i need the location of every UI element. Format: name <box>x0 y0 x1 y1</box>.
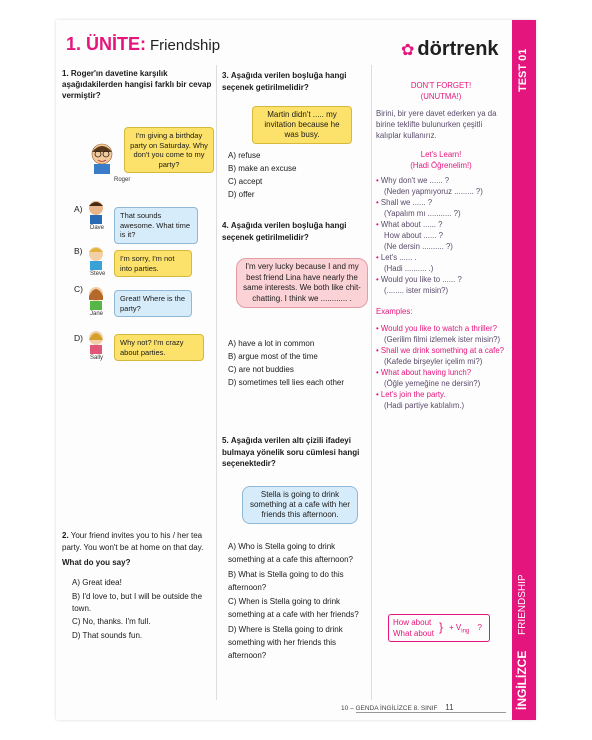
formula-box: How about What about } + $V_{ing}$ ? <box>388 614 490 642</box>
question-5-text: Aşağıda verilen altı çizili ifadeyi bulmaya yönelik soru cümlesi hangi seçenektedir? <box>222 436 360 468</box>
column-divider <box>216 65 217 700</box>
question-1: 1. Roger'ın davetine karşılık aşağıdakilerden hangisi farklı bir cevap vermiştir? <box>62 69 212 100</box>
option-c[interactable]: C) are not buddies <box>228 365 294 374</box>
option-letter: A) <box>74 204 83 214</box>
footer-text: 10 – GENDA İNGİLİZCE 8. SINIF <box>341 705 438 712</box>
roger-speech-bubble: I'm giving a birthday party on Saturday. Why don't you come to my party? <box>124 127 214 173</box>
question-3-bubble: Martin didn't ..... my invitation because he was busy. <box>252 106 352 144</box>
option-a-bubble[interactable]: That sounds awesome. What time is it? <box>114 207 198 244</box>
footer <box>341 703 454 712</box>
notes-subheading: (UNUTMA!) <box>420 92 462 101</box>
question-4-options <box>228 338 373 390</box>
option-letter: D) <box>74 333 83 343</box>
topic-label: FRIENDSHIP <box>517 574 528 635</box>
question-3-options <box>228 150 368 202</box>
option-c[interactable]: C) No, thanks. I'm full. <box>72 617 151 626</box>
brace-icon: } <box>439 620 444 634</box>
option-a[interactable]: A) refuse <box>228 151 261 160</box>
footer-rule <box>356 712 506 713</box>
question-3: 3. Aşağıda verilen boşluğa hangi seçenek getirilmelidir? <box>222 71 347 92</box>
question-5-options <box>228 540 368 663</box>
learn-subheading: (Hadi Öğrenelim!) <box>410 161 472 170</box>
examples-title: Examples: <box>376 307 413 316</box>
option-b[interactable]: B) argue most of the time <box>228 352 318 361</box>
option-d[interactable]: D) That sounds fun. <box>72 630 143 640</box>
notes-panel <box>376 80 506 411</box>
option-b-bubble[interactable]: I'm sorry, I'm not into parties. <box>114 250 192 277</box>
option-d[interactable]: D) sometimes tell lies each other <box>228 378 345 387</box>
option-a[interactable]: A) have a lot in common <box>228 339 315 348</box>
roger-avatar <box>88 142 116 179</box>
subject-label: İNGİLİZCE <box>515 650 529 710</box>
option-c-bubble[interactable]: Great! Where is the party? <box>114 290 192 317</box>
question-2-prompt: What do you say? <box>62 558 131 567</box>
question-4-text: Aşağıda verilen boşluğa hangi seçenek getirilmelidir? <box>222 221 347 242</box>
flower-icon: ✿ <box>401 42 415 59</box>
question-3-text: Aşağıda verilen boşluğa hangi seçenek getirilmelidir? <box>222 71 347 92</box>
example-list: • Would you like to watch a thriller? (Gerilim filmi izlemek ister misin?) • Shall we drink something at a cafe? (Kafede birşeyler içelim mi?) • What about having lunch? (Öğle yemeğine ne dersin?) • Let's join the party. (Hadi partiye katılalım.) <box>376 324 504 410</box>
unit-subtitle: Friendship <box>150 37 221 54</box>
learn-heading: Let's Learn! <box>420 150 462 159</box>
subject-sidebar <box>512 20 536 720</box>
option-b[interactable]: B) I'd love to, but I will be outside the town. <box>72 591 203 613</box>
question-2: 2. Your friend invites you to his / her tea party. You won't be at home on that day. What do you say? A) Great idea! B) I'd love to, but I will be outside the town. C) No, thanks. I'm full. D) That sounds fun. <box>62 530 210 643</box>
option-a[interactable]: A) Great idea! <box>72 578 122 587</box>
notes-heading: DON'T FORGET! <box>410 81 472 90</box>
brand-logo: ✿ dörtrenk <box>401 38 499 60</box>
worksheet-page: 1. ÜNİTE: Friendship ✿ dörtrenk TEST 01 İNGİLİZCE FRIENDSHIP 1. Roger'ın davetine karşılık aşağıdakilerden hangisi farklı bir cevap vermiştir? I'm giving a birthday party on Saturday. Why don't you come to my party? Roger A) Dave That sounds awesome. What time is it? B) Steve I'm sorry, I'm not into parties. C) Jane Great! Where is the party? D) Sally Why not? I'm crazy about parties. 2. Your friend invites you to his / her tea party. You won't be at home on that day. What do you say? A) Great idea! B) I'd love to, but I will be outside the town. C) No, thanks. I'm full. D) That sounds fun. 3. Aşağıda verilen boşluğa hangi seçenek getirilmelidir? Martin didn't ..... my invitation because he was busy. A) refuse B) make an excuse C) accept D) offer 4. Aşağıda verilen boşluğa hangi seçenek getirilmelidir? I'm very lucky because I and my best friend Lina have nearly the same interests. We both like chit-chatting. I think we ............ . A) have a lot in common B) argue most of the time C) are not buddies D) sometimes tell lies each other 5. Aşağıda verilen altı çizili ifadeyi bulmaya yönelik soru cümlesi hangi seçenektedir? Stella is going to drink something at a cafe with her friends this afternoon. A) Who is Stella going to drink something at a cafe this afternoon? B) What is Stella going to do this afternoon? C) When is Stella going to drink something at a cafe with her friends? D) Where is Stella going to drink something with her friends this afternoon? DON'T FORGET! (UNUTMA!) Birini, bir yere davet ederken ya da birine teklifte bulunurken çeşitli kalıplar kullanırız. Let's Learn! (Hadi Öğrenelim!) • Why don't we ...... ? (Neden yapmıyoruz ......... ?) • Shall we ...... ? (Yapalım mı ........... ?) • What about ...... ? How about ...... ? (Ne dersin .......... ?) • Let's ...... . (Hadi .......... .) • Would you like to ...... ? (........ ister misin?) Examples: • Would you like to watch a thriller? (Gerilim filmi izlemek ister misin?) • Shall we drink something at a cafe? (Kafede birşeyler içelim mi?) • What about having lunch? (Öğle yemeğine ne dersin?) • Let's join the party. (Hadi partiye katılalım.) How about What about } + $V_{ing}$ ? 10 – GENDA İNGİLİZCE 8. SINIF 11 <box>56 20 536 720</box>
notes-intro: Birini, bir yere davet ederken ya da birine teklifte bulunurken çeşitli kalıplar kullanırız. <box>376 109 497 140</box>
option-d[interactable]: D) offer <box>228 190 255 199</box>
question-2-text: Your friend invites you to his / her tea party. You won't be at home on that day. <box>62 531 204 552</box>
option-d-bubble[interactable]: Why not? I'm crazy about parties. <box>114 334 204 361</box>
option-c[interactable]: C) accept <box>228 177 263 186</box>
question-5-bubble: Stella is going to drink something at a cafe with her friends this afternoon. <box>242 486 358 524</box>
option-letter: B) <box>74 246 83 256</box>
option-b[interactable]: B) What is Stella going to do this afternoon? <box>228 569 344 592</box>
option-d[interactable]: D) Where is Stella going to drink something with her friends this afternoon? <box>228 624 343 660</box>
option-c[interactable]: C) When is Stella going to drink something at a cafe with her friends? <box>228 597 359 619</box>
test-label: TEST 01 <box>517 48 529 92</box>
pattern-list: • Why don't we ...... ? (Neden yapmıyoruz ......... ?) • Shall we ...... ? (Yapalım mı ........... ?) • What about ...... ? How about ...... ? (Ne dersin .......... ?) • Let's ...... . (Hadi .......... .) • Would you like to ...... ? (........ ister misin?) <box>376 176 483 295</box>
question-1-text: Roger'ın davetine karşılık aşağıdakilerden hangisi farklı bir cevap vermiştir? <box>62 69 212 100</box>
unit-title: 1. ÜNİTE: Friendship <box>66 34 221 54</box>
question-5: 5. Aşağıda verilen altı çizili ifadeyi bulmaya yönelik soru cümlesi hangi seçenektedir? <box>222 436 360 468</box>
question-4: 4. Aşağıda verilen boşluğa hangi seçenek getirilmelidir? <box>222 221 347 242</box>
page-number: 11 <box>445 703 454 712</box>
option-a[interactable]: A) Who is Stella going to drink something at a cafe this afternoon? <box>228 542 353 564</box>
speaker-name: Roger <box>114 177 131 183</box>
question-4-bubble: I'm very lucky because I and my best friend Lina have nearly the same interests. We both like chit-chatting. I think we ............ . <box>236 258 368 308</box>
option-letter: C) <box>74 284 83 294</box>
option-b[interactable]: B) make an excuse <box>228 164 297 173</box>
